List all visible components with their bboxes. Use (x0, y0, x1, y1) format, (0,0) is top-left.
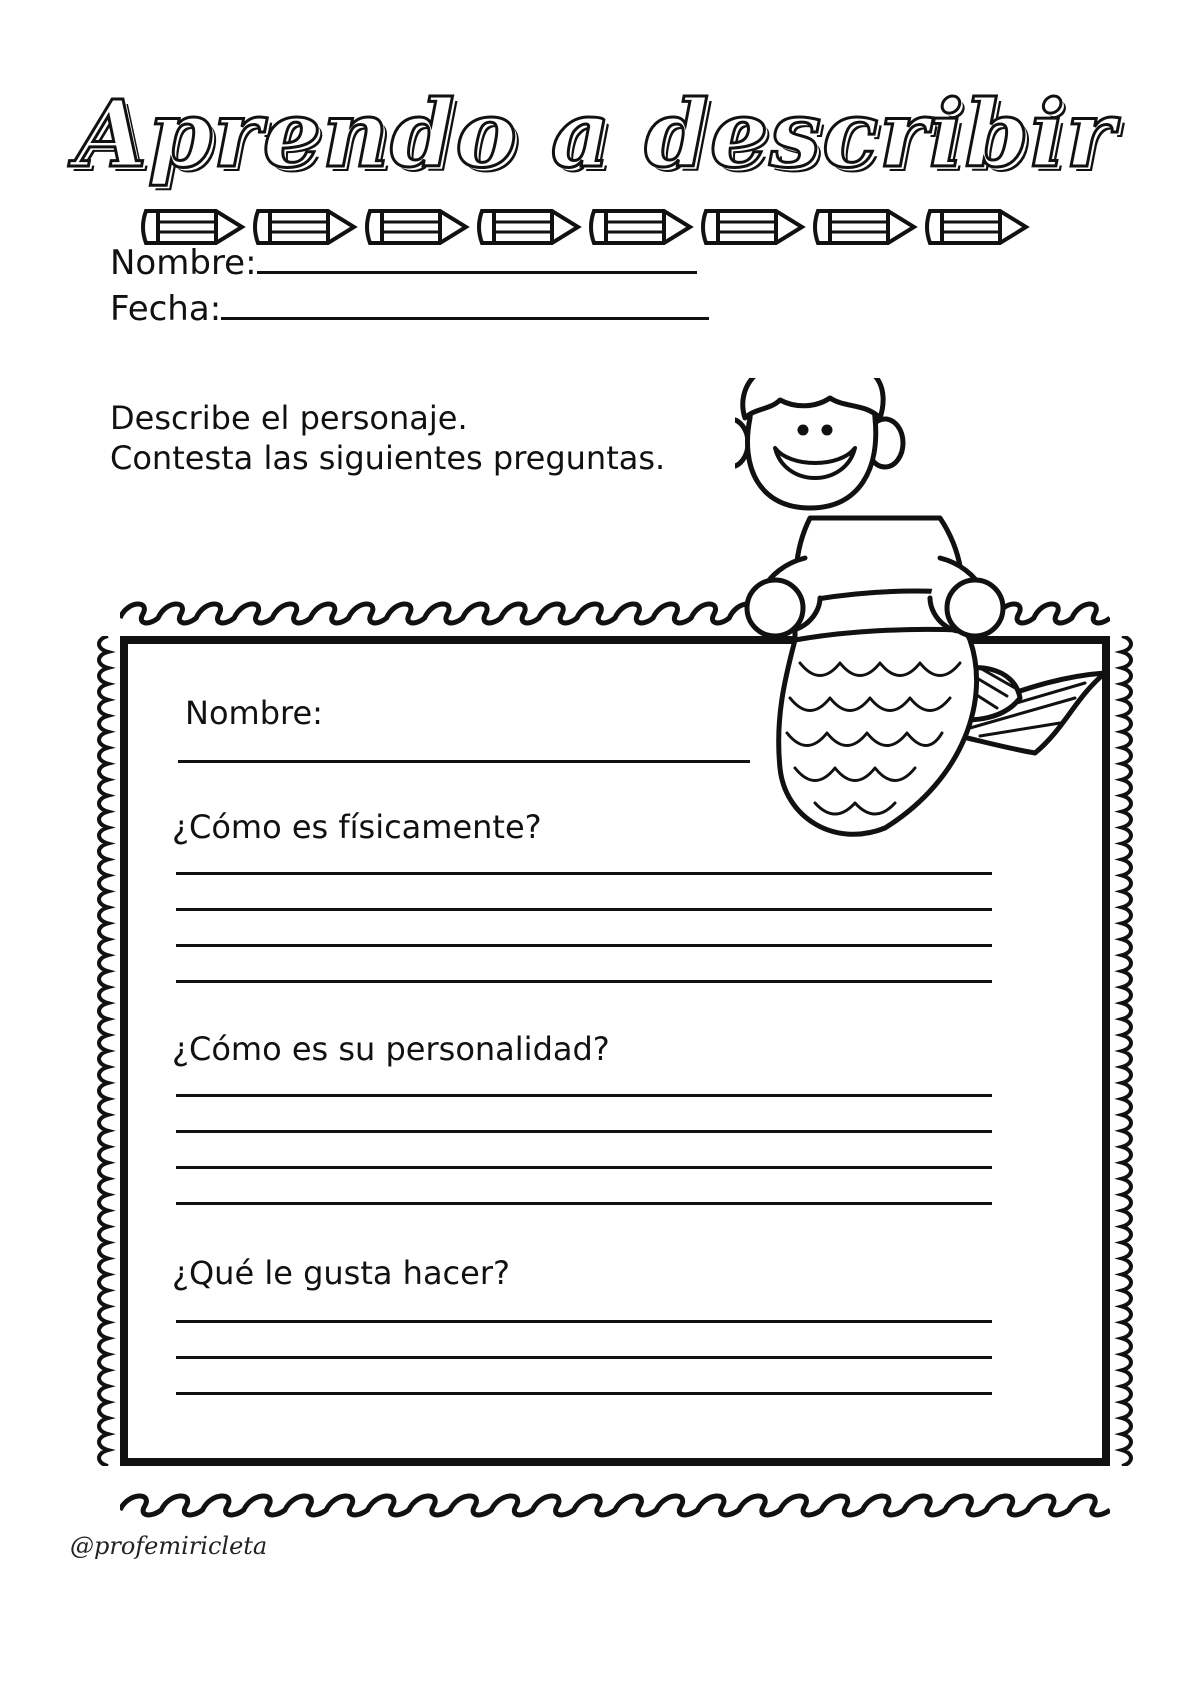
mermaid-illustration (735, 378, 1125, 868)
answer-line[interactable] (176, 908, 992, 911)
pencil-icon (927, 211, 1026, 243)
answer-line[interactable] (176, 980, 992, 983)
instruction-2: Contesta las siguientes preguntas. (110, 439, 666, 477)
page-title: Aprendo a describir (75, 80, 1116, 188)
answer-line[interactable] (176, 1094, 992, 1097)
pencil-icon (703, 211, 802, 243)
pencil-icon (143, 211, 242, 243)
answer-line[interactable] (176, 1130, 992, 1133)
question-likes: ¿Qué le gusta hacer? (172, 1254, 510, 1292)
header-name-field[interactable] (110, 244, 697, 282)
bottom-curl-border (120, 1490, 1110, 1530)
answer-line[interactable] (176, 1356, 992, 1359)
header-date-field[interactable] (110, 290, 709, 328)
answer-line[interactable] (176, 944, 992, 947)
answer-line[interactable] (176, 1202, 992, 1205)
header-name-label: Nombre: (110, 243, 257, 283)
pencil-icon (367, 211, 466, 243)
answer-line[interactable] (176, 872, 992, 875)
instruction-1: Describe el personaje. (110, 399, 468, 437)
question-personality: ¿Cómo es su personalidad? (172, 1030, 610, 1068)
worksheet-name-label: Nombre: (185, 694, 323, 732)
answer-line[interactable] (176, 1392, 992, 1395)
worksheet-name-line[interactable] (178, 760, 750, 763)
pencil-icon (591, 211, 690, 243)
answer-line[interactable] (176, 1320, 992, 1323)
question-physical: ¿Cómo es físicamente? (172, 808, 542, 846)
footer-handle: @profemiricleta (70, 1532, 268, 1560)
header-name-line[interactable] (257, 245, 697, 274)
left-curl-border (96, 636, 120, 1466)
pencil-icon (815, 211, 914, 243)
answer-line[interactable] (176, 1166, 992, 1169)
pencil-icon (255, 211, 354, 243)
header-date-label: Fecha: (110, 289, 222, 329)
instructions (110, 398, 665, 478)
header-date-line[interactable] (221, 291, 709, 320)
pencil-icon (479, 211, 578, 243)
